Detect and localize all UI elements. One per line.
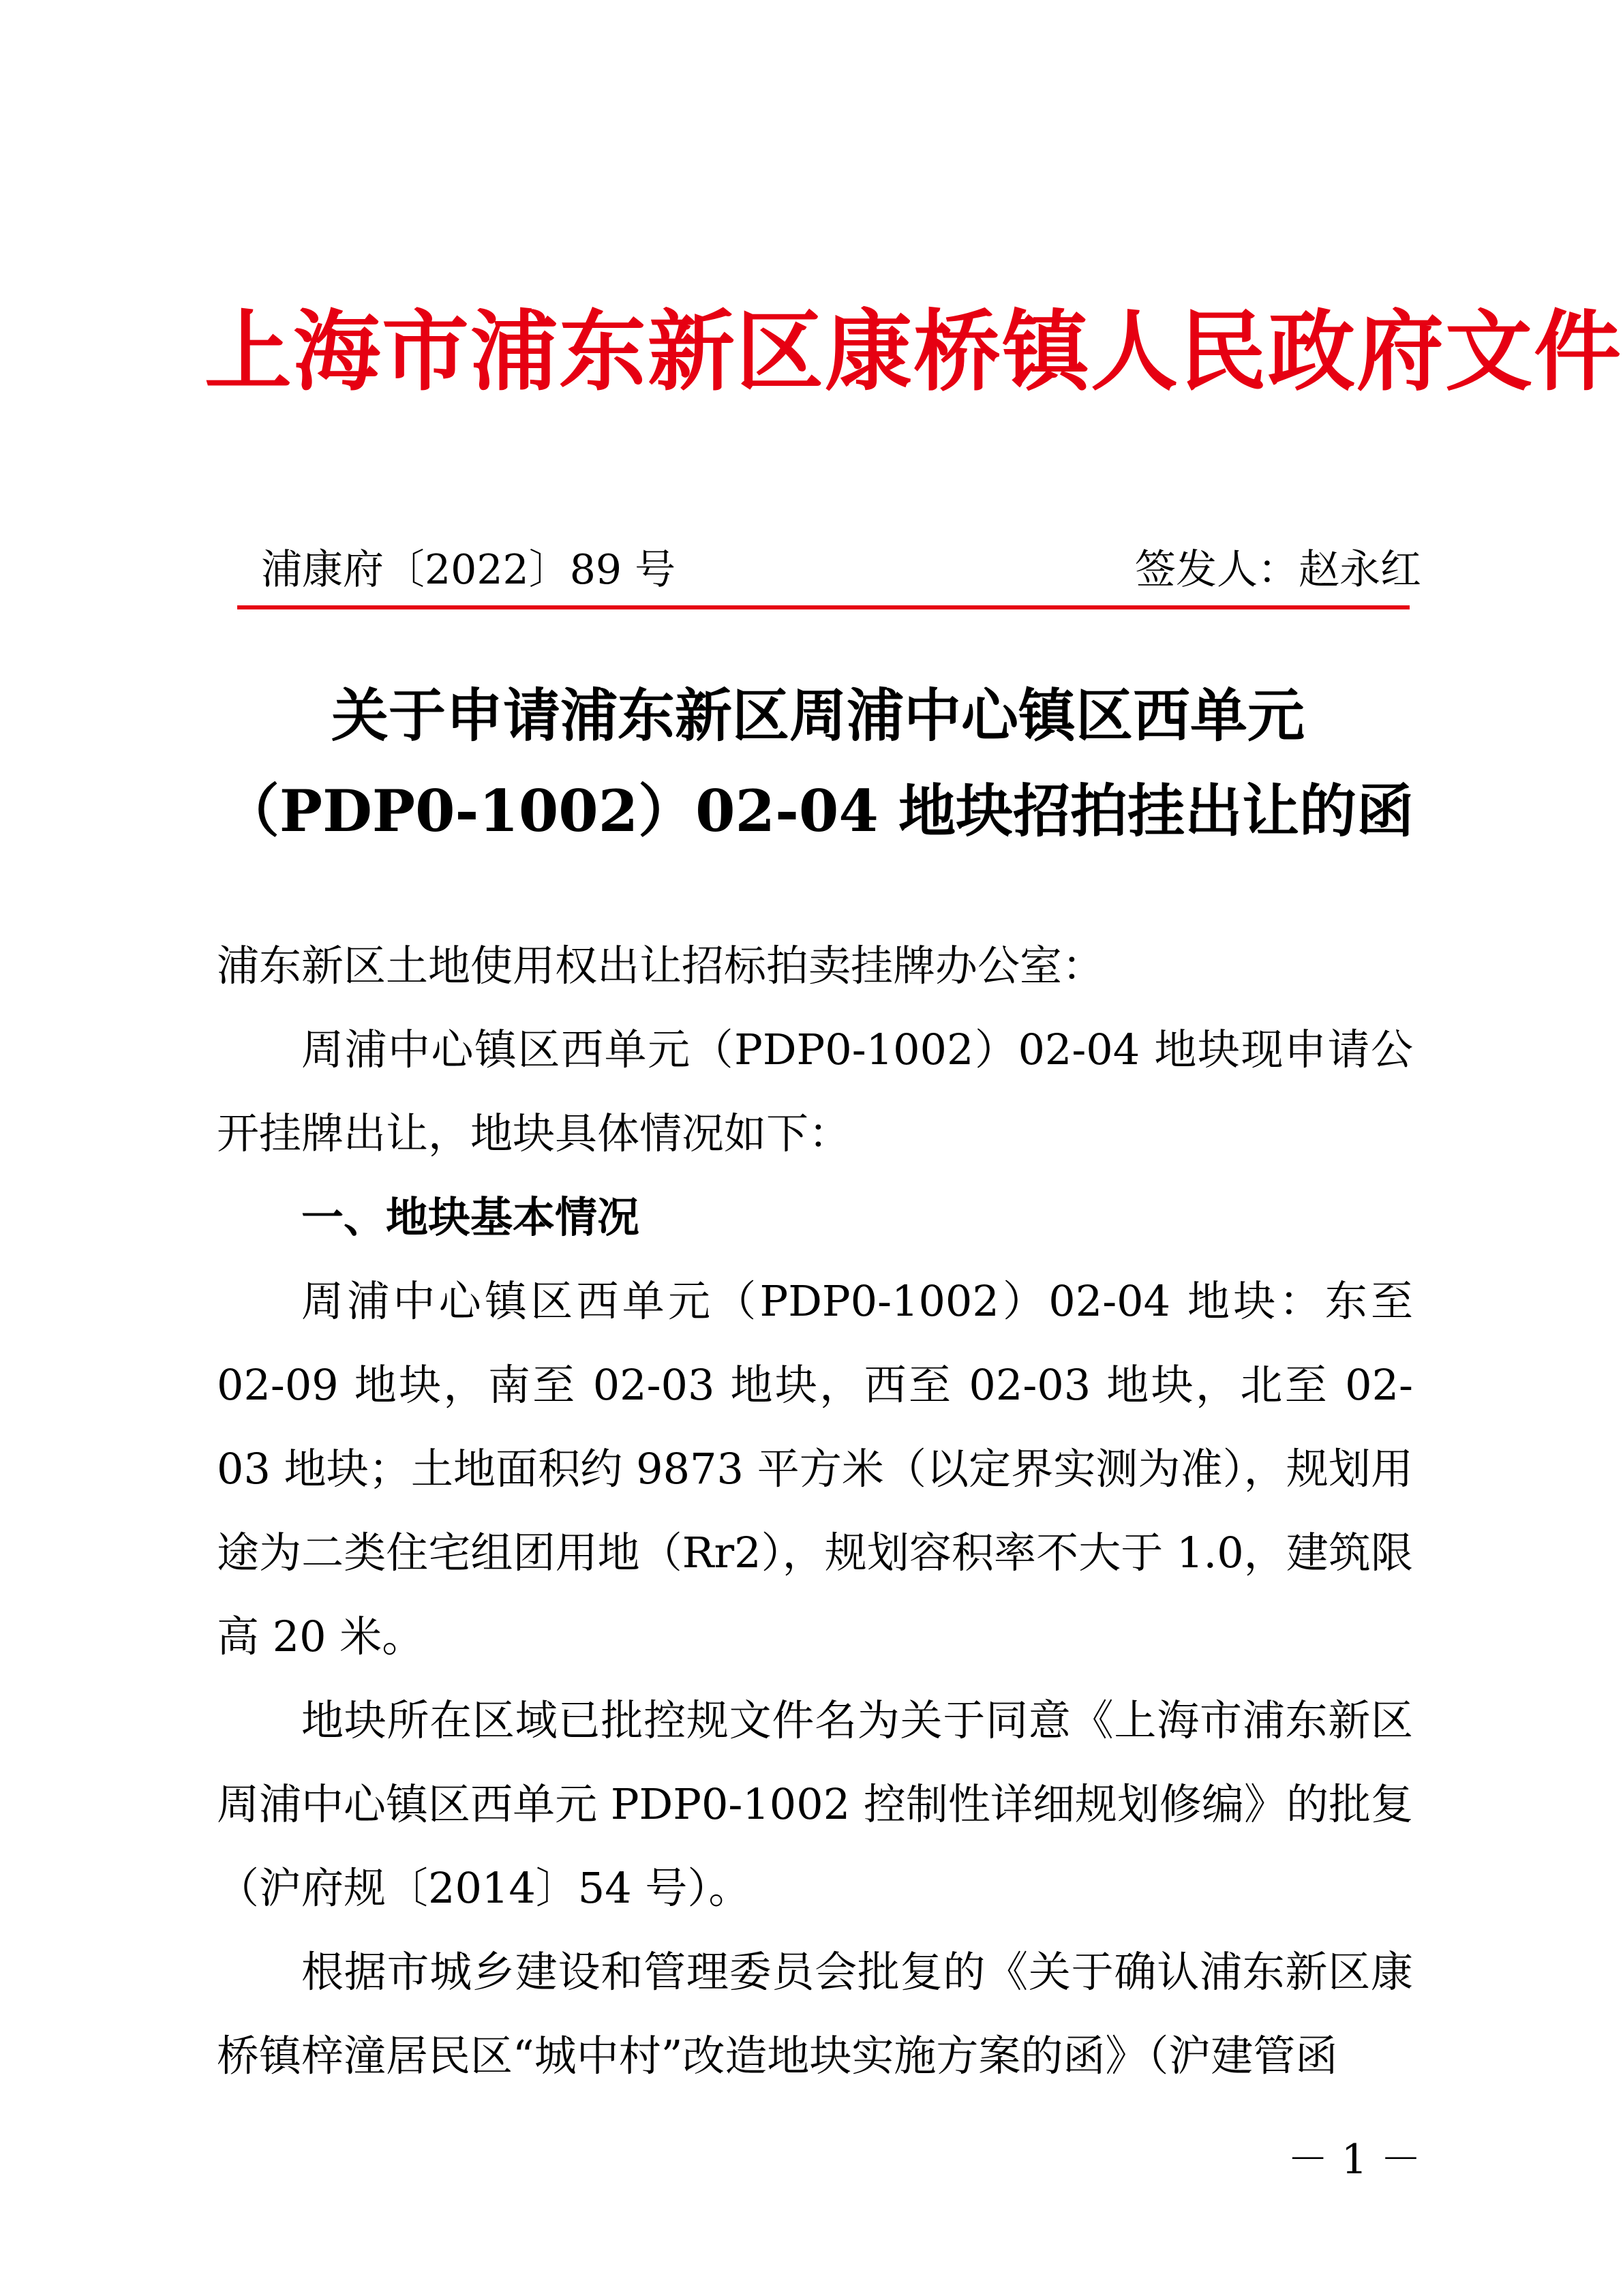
document-number: 浦康府〔2022〕89 号 bbox=[261, 546, 676, 594]
document-body bbox=[217, 924, 1413, 2098]
paragraph-plot-details: 周浦中心镇区西单元（PDP0-1002）02-04 地块：东至 02-09 地块，南至 02-03 地块，西至 02-03 地块，北至 02-03 地块；土地面积约 9873 平方米（以定界实测为准），规划用途为二类住宅组团用地（Rr2），规划容积率不大于 1.0，建筑限高 20 米。 bbox=[217, 1276, 1413, 1661]
paragraph-regulatory-plan: 地块所在区域已批控规文件名为关于同意《上海市浦东新区周浦中心镇区西单元 PDP0-1002 控制性详细规划修编》的批复（沪府规〔2014〕54 号）。 bbox=[217, 1695, 1413, 1913]
document-title-line-2: （PDP0-1002）02-04 地块招拍挂出让的函 bbox=[222, 777, 1414, 845]
issuer-signature-line: 签发人：赵永红 bbox=[1135, 546, 1421, 594]
document-title-line-1: 关于申请浦东新区周浦中心镇区西单元 bbox=[331, 682, 1305, 749]
page-number: － 1 － bbox=[1287, 2136, 1421, 2184]
red-separator-line bbox=[237, 605, 1410, 609]
intro-paragraph: 周浦中心镇区西单元（PDP0-1002）02-04 地块现申请公开挂牌出让，地块具体情况如下： bbox=[217, 1025, 1413, 1158]
section-heading-basic-info: 一、地块基本情况 bbox=[301, 1192, 640, 1242]
masthead-title: 上海市浦东新区康桥镇人民政府文件 bbox=[204, 301, 1623, 403]
addressee: 浦东新区土地使用权出让招标拍卖挂牌办公室： bbox=[217, 941, 1105, 991]
paragraph-approval-basis: 根据市城乡建设和管理委员会批复的《关于确认浦东新区康桥镇梓潼居民区“城中村”改造地块实施方案的函》（沪建管函 bbox=[217, 1947, 1413, 2081]
